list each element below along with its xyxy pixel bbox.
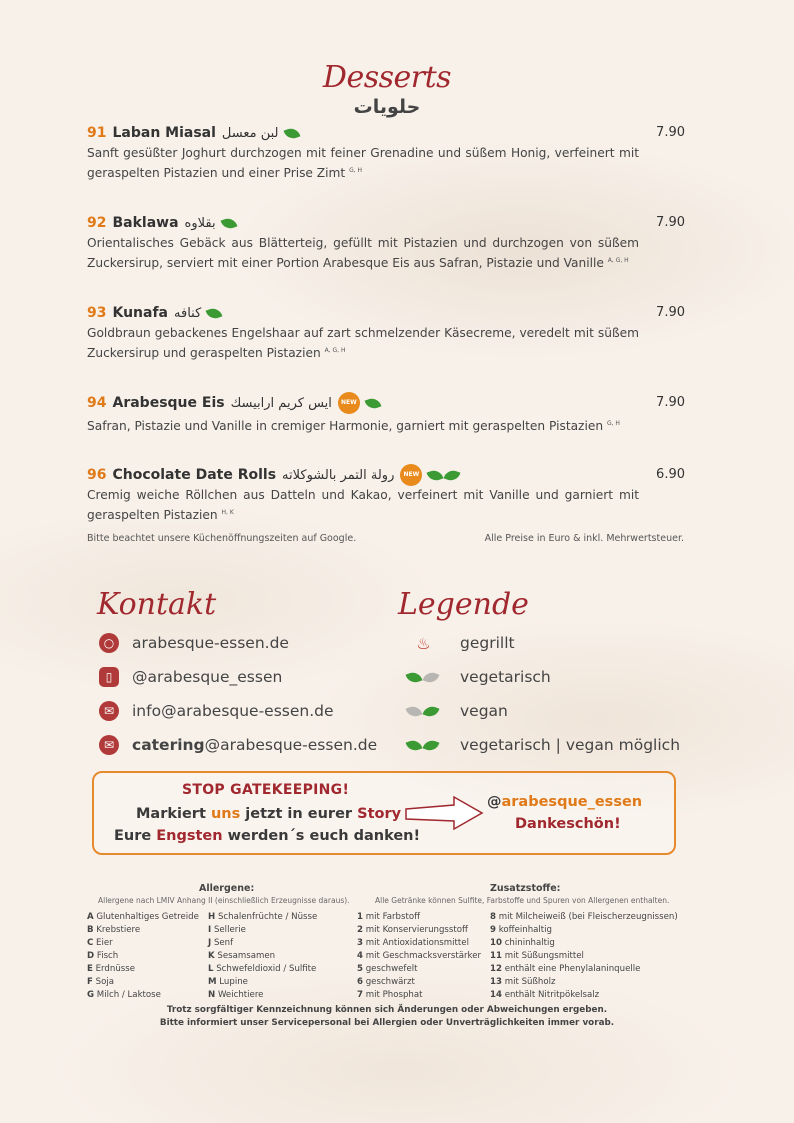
list-item bbox=[357, 924, 481, 937]
additive-label: mit Süßungsmittel bbox=[504, 951, 584, 961]
item-description: Sanft gesüßter Joghurt durchzogen mit feiner Grenadine und süßem Honig, verfeinert mit geraspelten Pistazien und einer Prise Zimt bbox=[87, 146, 639, 181]
additive-label: mit Phosphat bbox=[365, 990, 423, 1000]
legend-row-vegetarian bbox=[396, 666, 551, 688]
banner-highlight: Engsten bbox=[156, 828, 223, 844]
item-allergens: H, K bbox=[221, 509, 234, 516]
additive-code: 10 bbox=[490, 938, 502, 948]
allergen-code: H bbox=[208, 912, 216, 922]
item-name: Baklawa bbox=[112, 215, 179, 231]
vegetarian-leaf-icon bbox=[220, 215, 237, 230]
item-price: 7.90 bbox=[656, 395, 685, 410]
menu-item bbox=[87, 464, 685, 524]
banner-highlight: uns bbox=[210, 806, 241, 822]
additive-code: 4 bbox=[357, 951, 363, 961]
list-item bbox=[208, 911, 317, 924]
catering-link[interactable] bbox=[132, 736, 377, 754]
allergen-label: Weichtiere bbox=[217, 990, 264, 1000]
list-item bbox=[208, 989, 317, 1002]
additive-code: 9 bbox=[490, 925, 496, 935]
list-item bbox=[208, 963, 317, 976]
legend-label-vegetarian: vegetarisch bbox=[460, 668, 551, 686]
list-item bbox=[357, 911, 481, 924]
list-item bbox=[490, 950, 678, 963]
legend-label-grilled: gegrillt bbox=[460, 634, 515, 652]
allergen-label: Soja bbox=[95, 977, 114, 987]
vegetarian-vegan-leaf-icon bbox=[396, 740, 451, 751]
list-item bbox=[490, 976, 678, 989]
legend-label-vegan: vegan bbox=[460, 702, 508, 720]
banner-headline: STOP GATEKEEPING! bbox=[182, 782, 350, 798]
additive-label: enthält Nitritpökelsalz bbox=[504, 990, 600, 1000]
item-name: Kunafa bbox=[112, 305, 169, 321]
legend-row-both bbox=[396, 734, 680, 756]
globe-icon: ○ bbox=[99, 633, 119, 653]
allergen-label: Lupine bbox=[219, 977, 248, 987]
item-number: 96 bbox=[87, 467, 107, 483]
contact-catering[interactable] bbox=[99, 734, 377, 756]
grill-icon: ♨ bbox=[416, 633, 431, 653]
additive-code: 2 bbox=[357, 925, 363, 935]
banner-handle-name: arabesque_essen bbox=[501, 794, 643, 810]
vegetarian-leaf-icon bbox=[283, 125, 300, 140]
list-item bbox=[208, 976, 317, 989]
banner-at-sign: @ bbox=[487, 794, 502, 810]
allergen-code: E bbox=[87, 964, 93, 974]
allergen-label: Sesamsamen bbox=[217, 951, 276, 961]
footer-note-2: Bitte informiert unser Servicepersonal bei Allergien oder Unverträglichkeiten immer vorab. bbox=[159, 1018, 615, 1028]
additive-label: mit Milcheiweiß (bei Fleischerzeugnissen) bbox=[498, 912, 678, 922]
vegetarian-leaf-icon bbox=[396, 672, 451, 683]
contact-instagram[interactable] bbox=[99, 666, 282, 688]
banner-text: Markiert bbox=[136, 806, 211, 822]
list-item bbox=[490, 937, 678, 950]
allergen-label: Senf bbox=[213, 938, 234, 948]
vegan-leaf-icon bbox=[396, 706, 451, 717]
item-price: 7.90 bbox=[656, 125, 685, 140]
additive-code: 7 bbox=[357, 990, 363, 1000]
allergens-column-1 bbox=[87, 911, 199, 1002]
allergen-code: G bbox=[87, 990, 95, 1000]
list-item bbox=[490, 924, 678, 937]
additive-label: mit Farbstoff bbox=[365, 912, 421, 922]
additive-label: mit Antioxidationsmittel bbox=[365, 938, 469, 948]
list-item bbox=[357, 989, 481, 1002]
story-banner bbox=[92, 771, 676, 855]
catering-link-bold: catering bbox=[132, 736, 205, 754]
item-price: 6.90 bbox=[656, 467, 685, 482]
additives-column-2 bbox=[490, 911, 678, 1002]
item-name: Arabesque Eis bbox=[112, 395, 225, 411]
catering-link-domain: @arabesque-essen.de bbox=[204, 736, 378, 754]
item-description: Cremig weiche Röllchen aus Datteln und Kakao, verfeinert mit Vanille und garniert mit geraspelten Pistazien bbox=[87, 488, 639, 523]
allergen-label: Erdnüsse bbox=[95, 964, 136, 974]
additives-title: Zusatzstoffe: bbox=[490, 883, 561, 894]
additive-code: 14 bbox=[490, 990, 502, 1000]
allergen-code: I bbox=[208, 925, 212, 935]
vegan-leaf-icon bbox=[427, 467, 444, 482]
banner-handle[interactable] bbox=[487, 794, 642, 810]
additive-code: 3 bbox=[357, 938, 363, 948]
list-item bbox=[357, 937, 481, 950]
allergens-subtitle: Allergene nach LMIV Anhang II (einschließlich Erzeugnisse daraus). bbox=[98, 896, 350, 905]
allergens-title: Allergene: bbox=[199, 883, 255, 894]
price-note: Alle Preise in Euro & inkl. Mehrwertsteuer. bbox=[484, 533, 684, 544]
item-name-arabic: كنافه bbox=[174, 305, 202, 321]
new-badge-icon: NEW bbox=[338, 392, 360, 414]
mail-icon: ✉ bbox=[99, 701, 119, 721]
allergen-label: Sellerie bbox=[213, 925, 246, 935]
page-title: Desserts bbox=[322, 60, 452, 95]
item-description: Goldbraun gebackenes Engelshaar auf zart schmelzender Käsecreme, veredelt mit süßem Zuckersirup und geraspelten Pistazien bbox=[87, 326, 639, 361]
item-number: 93 bbox=[87, 305, 107, 321]
list-item bbox=[357, 963, 481, 976]
additive-label: geschwefelt bbox=[365, 964, 418, 974]
allergen-code: J bbox=[208, 938, 212, 948]
banner-text: werden´s euch danken! bbox=[222, 828, 421, 844]
instagram-link[interactable]: @arabesque_essen bbox=[132, 668, 283, 686]
banner-line-2 bbox=[136, 806, 401, 822]
allergen-code: B bbox=[87, 925, 94, 935]
additive-code: 5 bbox=[357, 964, 363, 974]
new-badge-icon: NEW bbox=[400, 464, 422, 486]
legend-title: Legende bbox=[398, 587, 529, 622]
banner-thanks: Dankeschön! bbox=[515, 816, 621, 832]
list-item bbox=[87, 976, 199, 989]
additive-label: mit Geschmacksverstärker bbox=[365, 951, 482, 961]
allergens-column-2 bbox=[208, 911, 317, 1002]
menu-item bbox=[87, 212, 685, 272]
allergen-label: Schwefeldioxid / Sulfite bbox=[216, 964, 317, 974]
additive-code: 8 bbox=[490, 912, 496, 922]
list-item bbox=[357, 950, 481, 963]
additive-code: 13 bbox=[490, 977, 502, 987]
list-item bbox=[87, 937, 199, 950]
banner-text: jetzt in eurer bbox=[240, 806, 358, 822]
website-link[interactable]: arabesque-essen.de bbox=[132, 634, 289, 652]
item-name: Chocolate Date Rolls bbox=[112, 467, 277, 483]
additive-label: geschwärzt bbox=[365, 977, 415, 987]
banner-text: Eure bbox=[114, 828, 157, 844]
list-item bbox=[87, 924, 199, 937]
list-item bbox=[490, 963, 678, 976]
allergen-code: A bbox=[87, 912, 94, 922]
legend-label-both: vegetarisch | vegan möglich bbox=[460, 736, 681, 754]
menu-item bbox=[87, 392, 685, 435]
item-name-arabic: لبن معسل bbox=[221, 125, 279, 141]
banner-line-3 bbox=[114, 828, 420, 844]
kitchen-hours-note: Bitte beachtet unsere Küchenöffnungszeiten auf Google. bbox=[87, 533, 357, 544]
vegetarian-leaf-icon bbox=[364, 395, 381, 410]
additive-code: 12 bbox=[490, 964, 502, 974]
allergen-label: Glutenhaltiges Getreide bbox=[96, 912, 199, 922]
allergen-label: Fisch bbox=[96, 951, 119, 961]
allergen-label: Eier bbox=[96, 938, 113, 948]
list-item bbox=[208, 937, 317, 950]
vegan-leaf-icon bbox=[444, 467, 461, 482]
list-item bbox=[87, 963, 199, 976]
item-allergens: A, G, H bbox=[324, 347, 346, 354]
arrow-icon bbox=[404, 795, 486, 833]
allergen-code: L bbox=[208, 964, 214, 974]
additive-code: 6 bbox=[357, 977, 363, 987]
additives-column-1 bbox=[357, 911, 481, 1002]
list-item bbox=[87, 989, 199, 1002]
item-name-arabic: ايس كريم ارابيسك bbox=[230, 395, 332, 411]
allergen-label: Milch / Laktose bbox=[96, 990, 161, 1000]
allergen-code: N bbox=[208, 990, 216, 1000]
item-allergens: A, G, H bbox=[607, 257, 629, 264]
additive-label: enthält eine Phenylalaninquelle bbox=[504, 964, 641, 974]
item-price: 7.90 bbox=[656, 215, 685, 230]
legend-row-grilled bbox=[396, 632, 515, 654]
list-item bbox=[208, 950, 317, 963]
list-item bbox=[87, 911, 199, 924]
banner-highlight: Story bbox=[357, 806, 402, 822]
item-name: Laban Miasal bbox=[112, 125, 216, 141]
legend-row-vegan bbox=[396, 700, 508, 722]
phone-icon: ▯ bbox=[99, 667, 119, 687]
contact-email[interactable] bbox=[99, 700, 334, 722]
additives-subtitle: Alle Getränke können Sulfite, Farbstoffe und Spuren von Allergenen enthalten. bbox=[375, 896, 670, 905]
item-allergens: G, H bbox=[606, 420, 620, 427]
allergen-code: K bbox=[208, 951, 215, 961]
vegetarian-leaf-icon bbox=[206, 305, 223, 320]
additive-code: 11 bbox=[490, 951, 502, 961]
item-number: 94 bbox=[87, 395, 107, 411]
additive-label: mit Süßholz bbox=[504, 977, 556, 987]
footer-note-1: Trotz sorgfältiger Kennzeichnung können sich Änderungen oder Abweichungen ergeben. bbox=[166, 1005, 608, 1015]
allergen-code: M bbox=[208, 977, 217, 987]
additive-label: chininhaltig bbox=[504, 938, 555, 948]
item-number: 92 bbox=[87, 215, 107, 231]
menu-item bbox=[87, 122, 685, 182]
item-allergens: G, H bbox=[349, 167, 363, 174]
email-link[interactable]: info@arabesque-essen.de bbox=[132, 702, 334, 720]
list-item bbox=[490, 989, 678, 1002]
page-title-arabic: حلويات bbox=[353, 96, 421, 118]
item-number: 91 bbox=[87, 125, 107, 141]
menu-item bbox=[87, 302, 685, 362]
mail-icon: ✉ bbox=[99, 735, 119, 755]
list-item bbox=[208, 924, 317, 937]
allergen-code: C bbox=[87, 938, 94, 948]
contact-website[interactable] bbox=[99, 632, 289, 654]
item-description: Safran, Pistazie und Vanille in cremiger Harmonie, garniert mit geraspelten Pistazien bbox=[87, 419, 604, 434]
additive-code: 1 bbox=[357, 912, 363, 922]
additive-label: koffeinhaltig bbox=[498, 925, 553, 935]
list-item bbox=[357, 976, 481, 989]
allergen-label: Krebstiere bbox=[96, 925, 141, 935]
item-price: 7.90 bbox=[656, 305, 685, 320]
contact-title: Kontakt bbox=[97, 587, 217, 622]
allergen-code: F bbox=[87, 977, 93, 987]
item-name-arabic: رولة التمر بالشوكلاته bbox=[282, 467, 395, 483]
allergen-label: Schalenfrüchte / Nüsse bbox=[217, 912, 318, 922]
list-item bbox=[490, 911, 678, 924]
allergen-code: D bbox=[87, 951, 95, 961]
list-item bbox=[87, 950, 199, 963]
additive-label: mit Konservierungsstoff bbox=[365, 925, 468, 935]
item-description: Orientalisches Gebäck aus Blätterteig, gefüllt mit Pistazien und durchzogen von süßem Zuckersirup, serviert mit einer Portion Arabesque Eis aus Safran, Pistazie und Vanille bbox=[87, 236, 639, 271]
item-name-arabic: بقلاوه bbox=[184, 215, 216, 231]
